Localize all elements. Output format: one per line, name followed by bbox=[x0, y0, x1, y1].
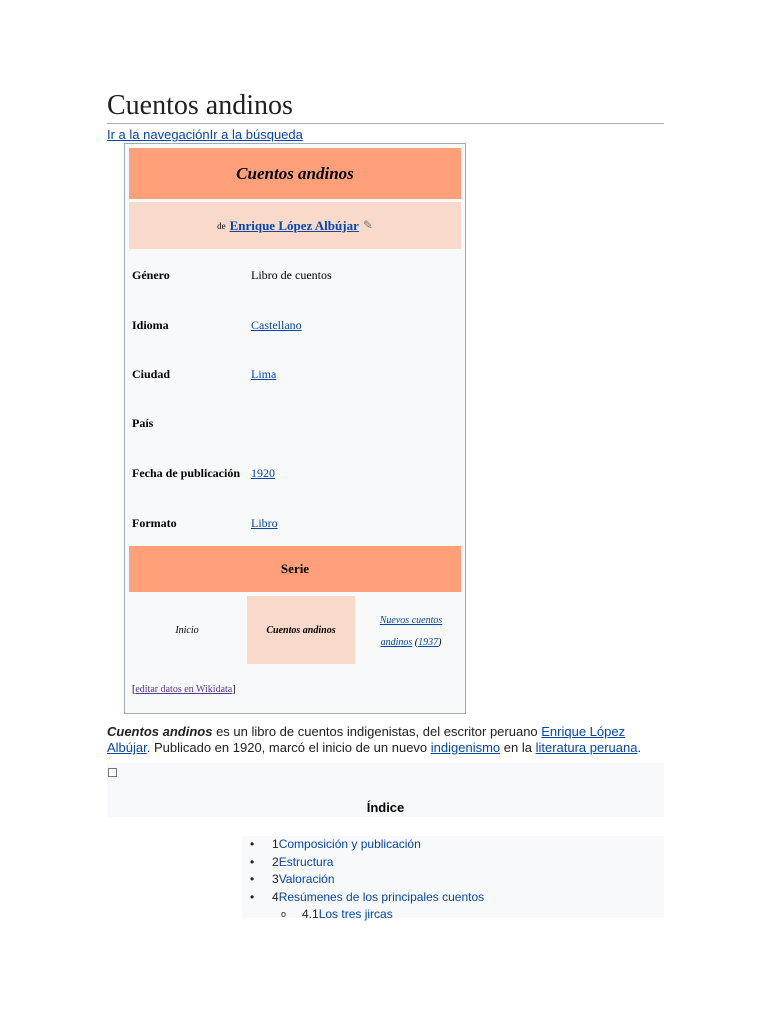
toc-item[interactable] bbox=[242, 889, 664, 907]
intro-paragraph bbox=[107, 724, 664, 756]
circle-bullet-icon: o bbox=[281, 909, 287, 919]
toc-item[interactable] bbox=[242, 836, 664, 854]
intro-text: en la bbox=[500, 740, 536, 755]
fecha-link[interactable]: 1920 bbox=[251, 466, 275, 480]
infobox-row-idioma bbox=[132, 318, 462, 338]
skip-to-navigation-link[interactable]: Ir a la navegación bbox=[107, 127, 210, 142]
toc-link[interactable]: Resúmenes de los principales cuentos bbox=[278, 889, 485, 904]
infobox-row-genero bbox=[132, 268, 462, 288]
bullet-icon: • bbox=[250, 889, 255, 904]
bullet-icon: • bbox=[250, 872, 255, 886]
toc-item[interactable] bbox=[242, 871, 664, 889]
series-current: Cuentos andinos bbox=[247, 596, 355, 664]
toc-link[interactable]: Composición y publicación bbox=[278, 837, 421, 851]
indigenismo-link[interactable]: indigenismo bbox=[430, 740, 501, 755]
intro-author-link[interactable]: Enrique López Albújar bbox=[107, 724, 626, 755]
intro-text: es un libro de cuentos indigenistas, del escritor peruano bbox=[212, 724, 542, 739]
toc-link[interactable]: Valoración bbox=[278, 872, 335, 886]
toc-number: 1 bbox=[272, 837, 279, 851]
infobox bbox=[124, 143, 466, 714]
wikidata-edit: [editar datos en Wikidata] bbox=[132, 684, 236, 695]
wikidata-edit-link[interactable]: editar datos en Wikidata bbox=[135, 684, 233, 695]
skip-links bbox=[107, 127, 303, 143]
infobox-row-formato bbox=[132, 516, 462, 536]
bullet-icon: • bbox=[250, 837, 255, 851]
pencil-icon[interactable]: ✎ bbox=[362, 218, 373, 232]
row-value: Libro de cuentos bbox=[251, 268, 332, 282]
toc-number: 4.1 bbox=[302, 907, 319, 921]
row-label: Ciudad bbox=[132, 367, 171, 381]
series-prev: Inicio bbox=[175, 624, 199, 636]
infobox-title: Cuentos andinos bbox=[129, 148, 461, 199]
series-next-year-link[interactable]: 1937 bbox=[418, 637, 439, 648]
toc-number: 4 bbox=[272, 889, 279, 904]
toc-item[interactable] bbox=[242, 854, 664, 872]
row-label: País bbox=[132, 416, 154, 430]
series-header: Serie bbox=[129, 546, 461, 592]
row-label: Formato bbox=[132, 516, 177, 530]
infobox-author bbox=[129, 202, 461, 249]
toc-link[interactable]: Los tres jircas bbox=[318, 907, 393, 921]
author-link[interactable]: Enrique López Albújar bbox=[229, 217, 359, 233]
skip-to-search-link[interactable]: Ir a la búsqueda bbox=[209, 127, 303, 142]
author-prefix: de bbox=[217, 220, 226, 231]
toc-toggle-checkbox[interactable] bbox=[108, 768, 117, 777]
row-label: Idioma bbox=[132, 318, 169, 332]
literatura-link[interactable]: literatura peruana bbox=[535, 740, 638, 755]
bullet-icon: • bbox=[250, 854, 255, 869]
page-title: Cuentos andinos bbox=[107, 90, 664, 124]
toc-list bbox=[242, 836, 664, 921]
idioma-link[interactable]: Castellano bbox=[251, 318, 302, 332]
toc-number: 3 bbox=[272, 872, 279, 886]
row-label: Género bbox=[132, 268, 170, 282]
intro-text: . bbox=[637, 740, 642, 755]
series-next-link-a[interactable]: Nuevos cuentos bbox=[379, 615, 443, 626]
ciudad-link[interactable]: Lima bbox=[251, 367, 277, 381]
intro-text: . Publicado en 1920, marcó el inicio de un nuevo bbox=[146, 740, 431, 755]
infobox-row-fecha bbox=[132, 466, 462, 486]
toc-subitem[interactable] bbox=[242, 906, 664, 924]
series-next: Nuevos cuentos andinos (1937) bbox=[379, 615, 443, 648]
row-label: Fecha de publicación bbox=[132, 466, 241, 480]
toc-title: Índice bbox=[366, 800, 405, 815]
formato-link[interactable]: Libro bbox=[251, 516, 278, 530]
toc-number: 2 bbox=[272, 854, 279, 869]
toc-link[interactable]: Estructura bbox=[278, 854, 334, 869]
series-next-link-b[interactable]: andinos bbox=[380, 637, 413, 648]
infobox-row-ciudad bbox=[132, 367, 462, 387]
intro-bold-title: Cuentos andinos bbox=[107, 724, 213, 739]
infobox-row-pais bbox=[132, 416, 462, 436]
